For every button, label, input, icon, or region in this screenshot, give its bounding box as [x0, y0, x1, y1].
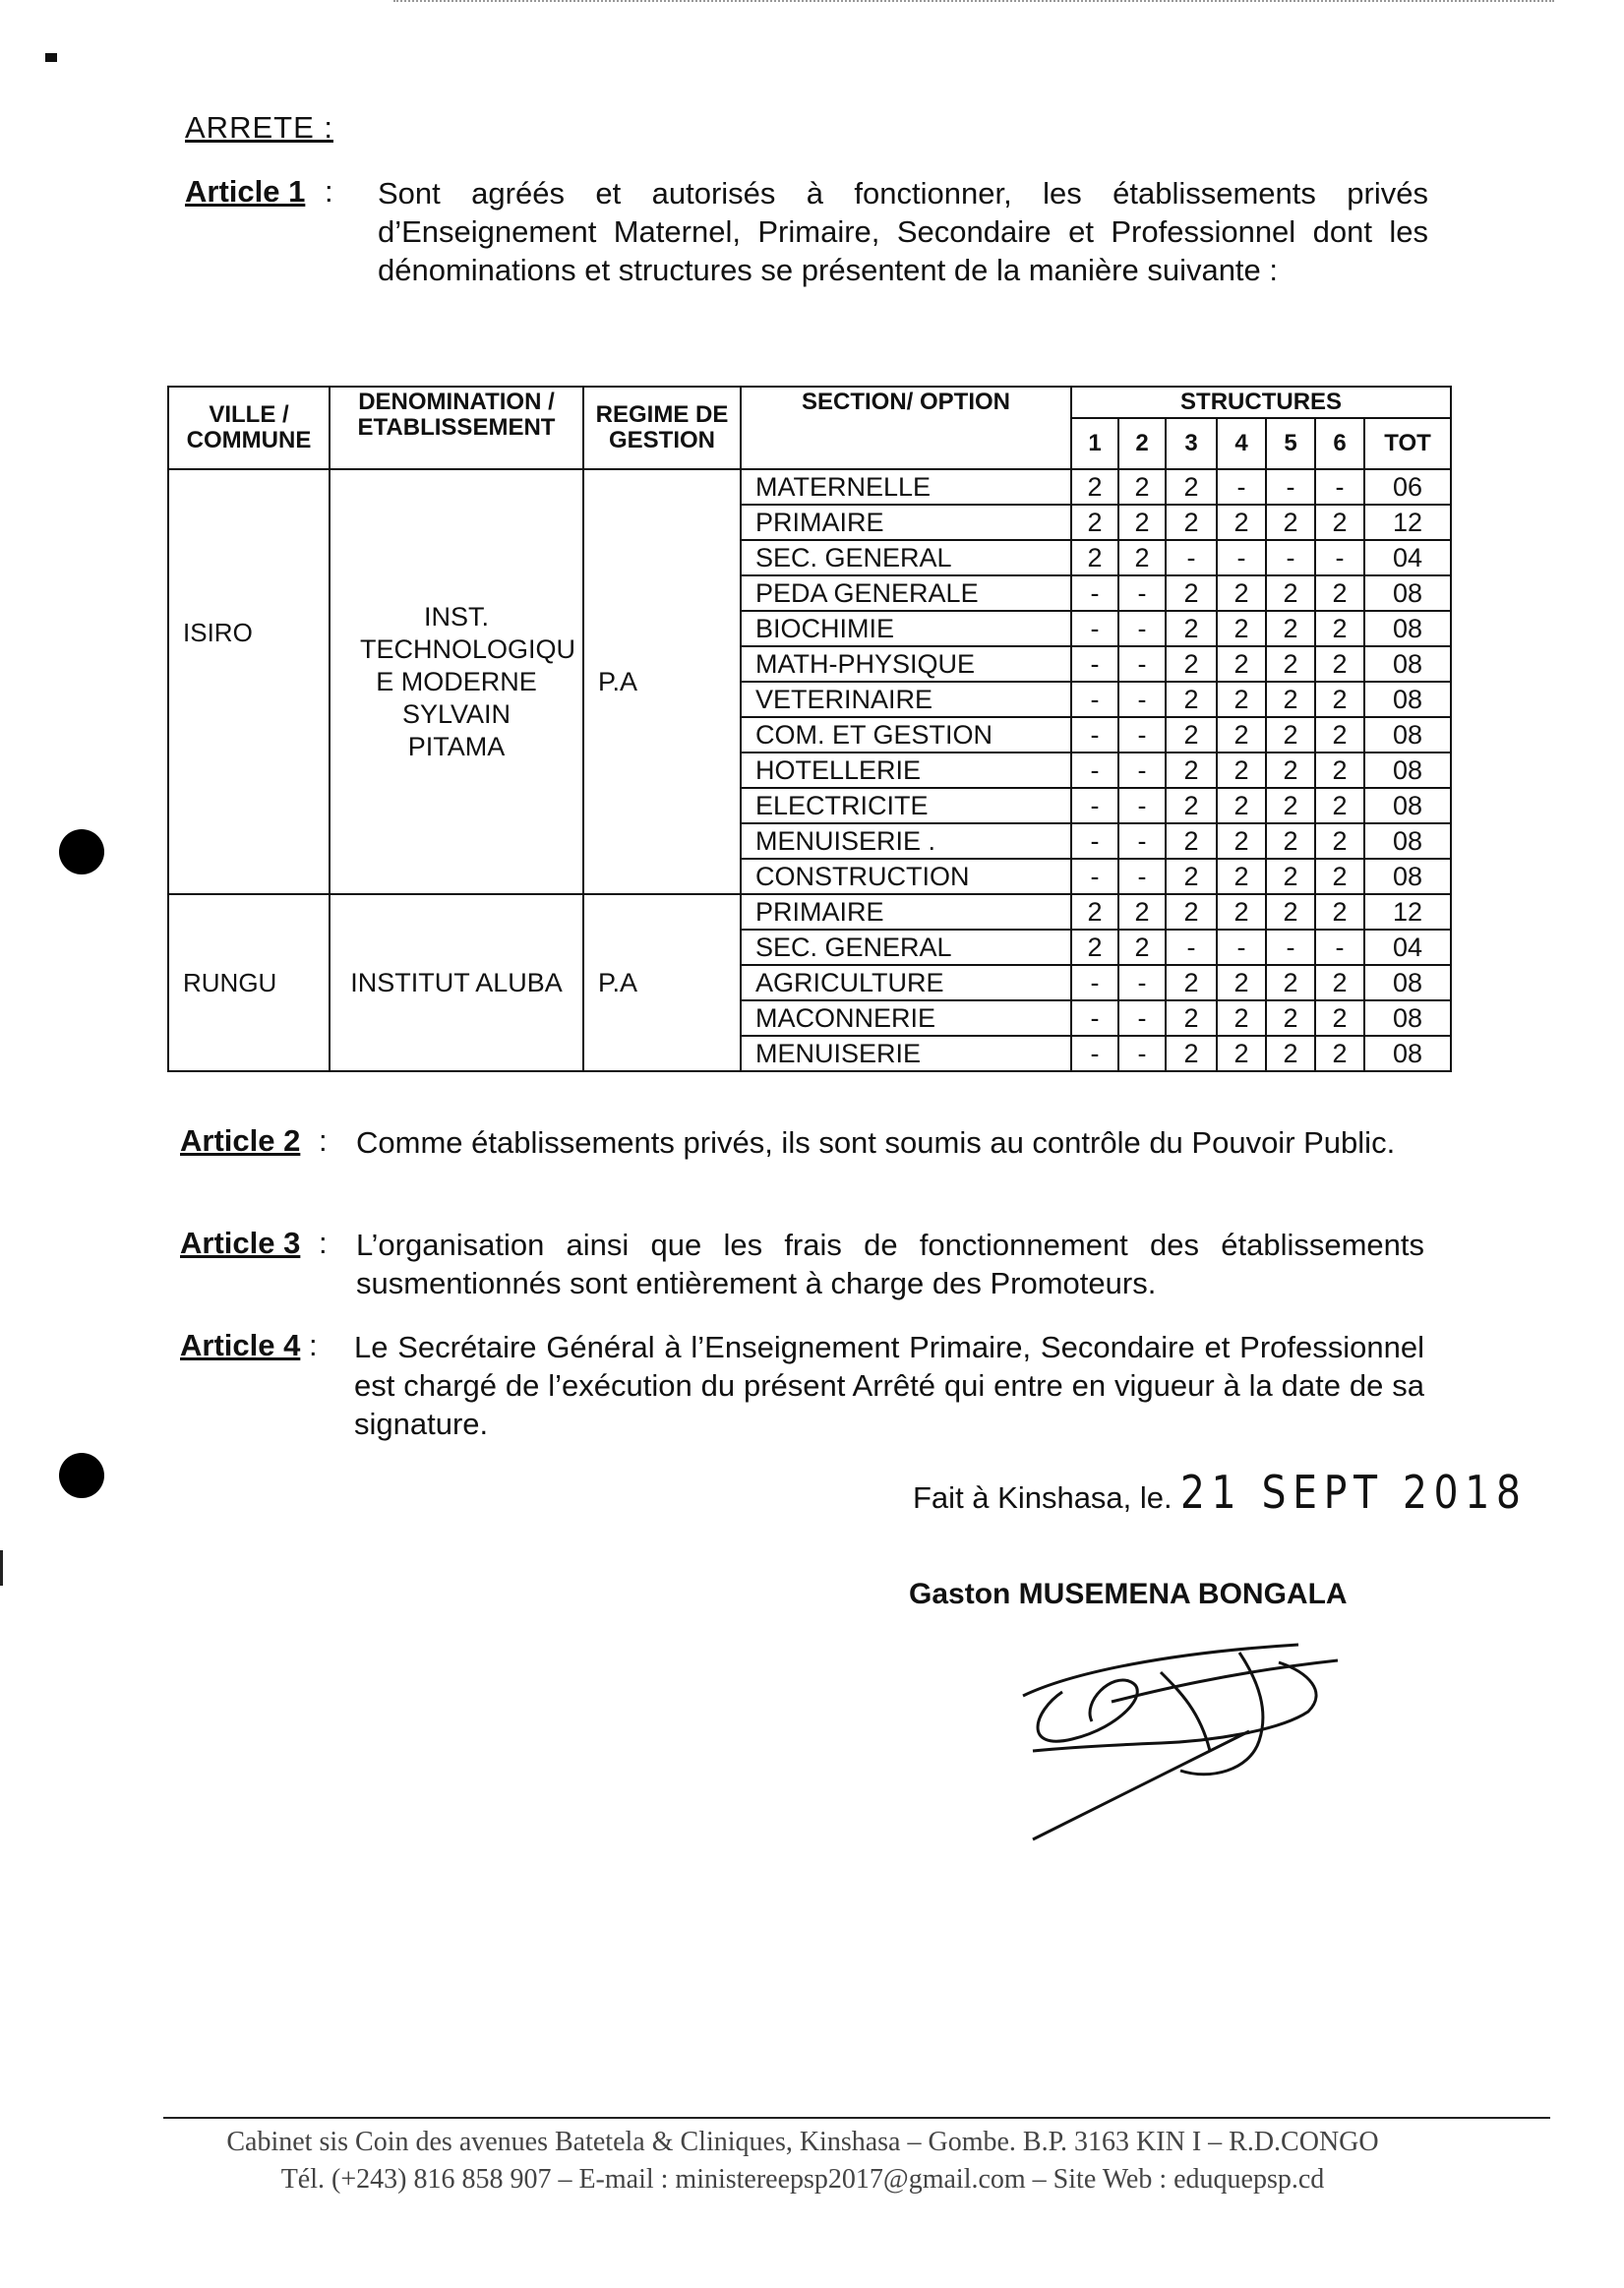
cell-structure-3: 2: [1166, 611, 1217, 646]
place-prefix: Fait à Kinshasa, le.: [913, 1480, 1173, 1515]
footer-rule: [163, 2117, 1550, 2119]
scan-mark-left: [0, 1550, 3, 1586]
header-section: SECTION/ OPTION: [741, 387, 1071, 469]
cell-structure-1: -: [1071, 682, 1118, 717]
cell-structure-2: -: [1118, 717, 1166, 753]
cell-section: BIOCHIMIE: [741, 611, 1071, 646]
article-1-label: Article 1: [185, 174, 306, 209]
cell-structure-3: 2: [1166, 753, 1217, 788]
cell-structure-6: 2: [1315, 505, 1364, 540]
cell-structure-4: -: [1217, 469, 1266, 505]
cell-structure-1: -: [1071, 717, 1118, 753]
cell-structure-3: 2: [1166, 1036, 1217, 1071]
cell-structure-5: 2: [1266, 646, 1315, 682]
scan-top-edge: [393, 0, 1554, 6]
header-col-tot: TOT: [1364, 418, 1451, 469]
cell-structure-1: -: [1071, 965, 1118, 1000]
header-col-3: 3: [1166, 418, 1217, 469]
cell-denomination: INST. TECHNOLOGIQU E MODERNE SYLVAIN PITAMA: [330, 469, 583, 894]
cell-structure-4: 2: [1217, 1036, 1266, 1071]
cell-structure-3: 2: [1166, 859, 1217, 894]
cell-structure-3: 2: [1166, 1000, 1217, 1036]
cell-regime: P.A: [583, 469, 741, 894]
cell-structure-6: 2: [1315, 859, 1364, 894]
cell-structure-5: 2: [1266, 965, 1315, 1000]
cell-structure-5: 2: [1266, 894, 1315, 930]
cell-structure-6: 2: [1315, 753, 1364, 788]
cell-structure-4: 2: [1217, 823, 1266, 859]
cell-section: VETERINAIRE: [741, 682, 1071, 717]
cell-total: 08: [1364, 717, 1451, 753]
cell-total: 08: [1364, 611, 1451, 646]
cell-section: PRIMAIRE: [741, 894, 1071, 930]
header-denomination: DENOMINATION / ETABLISSEMENT: [330, 387, 583, 469]
cell-structure-6: 2: [1315, 894, 1364, 930]
cell-structure-6: 2: [1315, 646, 1364, 682]
cell-structure-3: 2: [1166, 823, 1217, 859]
cell-section: MATH-PHYSIQUE: [741, 646, 1071, 682]
cell-structure-3: 2: [1166, 788, 1217, 823]
cell-denomination: INSTITUT ALUBA: [330, 894, 583, 1071]
cell-structure-5: 2: [1266, 1000, 1315, 1036]
cell-total: 12: [1364, 505, 1451, 540]
cell-structure-2: -: [1118, 753, 1166, 788]
cell-structure-1: 2: [1071, 505, 1118, 540]
cell-section: COM. ET GESTION: [741, 717, 1071, 753]
cell-structure-3: 2: [1166, 505, 1217, 540]
cell-section: MATERNELLE: [741, 469, 1071, 505]
cell-structure-3: 2: [1166, 646, 1217, 682]
scan-mark: [45, 53, 57, 62]
article-1-text: Sont agréés et autorisés à fonctionner, les établissements privés d’Enseignement Maternel, Primaire, Secondaire et Professionnel dont les dénominations et structures se présentent de la manière suivante :: [378, 176, 1428, 287]
cell-section: SEC. GENERAL: [741, 540, 1071, 575]
cell-section: MENUISERIE: [741, 1036, 1071, 1071]
cell-section: SEC. GENERAL: [741, 930, 1071, 965]
cell-structure-6: 2: [1315, 682, 1364, 717]
cell-structure-6: 2: [1315, 823, 1364, 859]
cell-structure-5: 2: [1266, 611, 1315, 646]
cell-structure-1: -: [1071, 646, 1118, 682]
cell-structure-6: -: [1315, 540, 1364, 575]
cell-structure-2: -: [1118, 646, 1166, 682]
footer-contact: Tél. (+243) 816 858 907 – E-mail : ministereepsp2017@gmail.com – Site Web : eduquepsp.cd: [280, 2164, 1325, 2195]
cell-structure-2: 2: [1118, 894, 1166, 930]
cell-section: PRIMAIRE: [741, 505, 1071, 540]
cell-total: 04: [1364, 930, 1451, 965]
cell-structure-5: 2: [1266, 717, 1315, 753]
cell-structure-5: 2: [1266, 753, 1315, 788]
cell-total: 08: [1364, 859, 1451, 894]
cell-structure-2: -: [1118, 611, 1166, 646]
cell-section: HOTELLERIE: [741, 753, 1071, 788]
cell-section: MACONNERIE: [741, 1000, 1071, 1036]
cell-total: 08: [1364, 1036, 1451, 1071]
cell-structure-4: 2: [1217, 505, 1266, 540]
cell-structure-2: -: [1118, 823, 1166, 859]
cell-structure-2: -: [1118, 1000, 1166, 1036]
cell-structure-2: 2: [1118, 540, 1166, 575]
cell-structure-4: -: [1217, 540, 1266, 575]
cell-structure-4: 2: [1217, 575, 1266, 611]
header-col-1: 1: [1071, 418, 1118, 469]
cell-structure-6: 2: [1315, 575, 1364, 611]
signatory-name: Gaston MUSEMENA BONGALA: [909, 1578, 1348, 1610]
cell-structure-2: -: [1118, 788, 1166, 823]
cell-section: AGRICULTURE: [741, 965, 1071, 1000]
article-1-colon: :: [325, 174, 333, 209]
cell-structure-5: 2: [1266, 823, 1315, 859]
cell-structure-2: -: [1118, 575, 1166, 611]
cell-structure-5: 2: [1266, 682, 1315, 717]
article-2-label: Article 2: [180, 1123, 301, 1158]
article-4-label: Article 4: [180, 1328, 301, 1362]
cell-total: 08: [1364, 788, 1451, 823]
cell-structure-2: -: [1118, 682, 1166, 717]
cell-structure-3: -: [1166, 540, 1217, 575]
punch-hole-bottom: [59, 1453, 104, 1498]
cell-structure-1: -: [1071, 788, 1118, 823]
cell-regime: P.A: [583, 894, 741, 1071]
page-title: ARRETE :: [185, 110, 333, 145]
cell-structure-4: 2: [1217, 717, 1266, 753]
cell-structure-5: -: [1266, 930, 1315, 965]
cell-structure-6: 2: [1315, 717, 1364, 753]
cell-structure-4: 2: [1217, 859, 1266, 894]
article-3-text: L’organisation ainsi que les frais de fonctionnement des établissements susmentionnés sont entièrement à charge des Promoteurs.: [356, 1228, 1424, 1300]
cell-structure-5: 2: [1266, 788, 1315, 823]
cell-total: 08: [1364, 1000, 1451, 1036]
header-regime: REGIME DE GESTION: [583, 387, 741, 469]
cell-structure-6: 2: [1315, 1000, 1364, 1036]
cell-structure-4: 2: [1217, 788, 1266, 823]
cell-section: ELECTRICITE: [741, 788, 1071, 823]
cell-structure-3: -: [1166, 930, 1217, 965]
table-row: [168, 469, 1451, 505]
cell-structure-3: 2: [1166, 469, 1217, 505]
cell-total: 08: [1364, 682, 1451, 717]
cell-structure-5: -: [1266, 469, 1315, 505]
cell-structure-5: 2: [1266, 1036, 1315, 1071]
cell-structure-2: -: [1118, 1036, 1166, 1071]
article-3-label: Article 3: [180, 1226, 301, 1260]
article-2-colon: :: [319, 1123, 328, 1158]
cell-structure-1: -: [1071, 823, 1118, 859]
cell-structure-6: -: [1315, 469, 1364, 505]
cell-structure-4: 2: [1217, 646, 1266, 682]
cell-total: 04: [1364, 540, 1451, 575]
cell-structure-6: 2: [1315, 788, 1364, 823]
cell-structure-6: 2: [1315, 1036, 1364, 1071]
cell-total: 08: [1364, 823, 1451, 859]
cell-structure-5: -: [1266, 540, 1315, 575]
cell-structure-3: 2: [1166, 575, 1217, 611]
punch-hole-top: [59, 829, 104, 874]
cell-structure-3: 2: [1166, 894, 1217, 930]
cell-structure-1: -: [1071, 575, 1118, 611]
header-col-5: 5: [1266, 418, 1315, 469]
cell-total: 06: [1364, 469, 1451, 505]
cell-structure-5: 2: [1266, 505, 1315, 540]
cell-structure-1: -: [1071, 1036, 1118, 1071]
header-ville: VILLE / COMMUNE: [168, 387, 330, 469]
cell-structure-3: 2: [1166, 682, 1217, 717]
header-col-2: 2: [1118, 418, 1166, 469]
article-3-colon: :: [319, 1226, 328, 1260]
footer-address: Cabinet sis Coin des avenues Batetela & Cliniques, Kinshasa – Gombe. B.P. 3163 KIN I – R.D.CONGO: [226, 2127, 1379, 2157]
cell-total: 12: [1364, 894, 1451, 930]
cell-structure-4: -: [1217, 930, 1266, 965]
cell-structure-6: -: [1315, 930, 1364, 965]
cell-total: 08: [1364, 965, 1451, 1000]
place-date-line: [913, 1466, 1589, 1519]
cell-structure-2: -: [1118, 965, 1166, 1000]
cell-structure-1: 2: [1071, 540, 1118, 575]
cell-structure-1: -: [1071, 611, 1118, 646]
cell-structure-1: -: [1071, 859, 1118, 894]
cell-structure-6: 2: [1315, 611, 1364, 646]
cell-section: PEDA GENERALE: [741, 575, 1071, 611]
cell-structure-2: 2: [1118, 930, 1166, 965]
cell-structure-4: 2: [1217, 1000, 1266, 1036]
handwritten-date: 21 SEPT 2018: [1180, 1466, 1528, 1519]
article-2-text: Comme établissements privés, ils sont soumis au contrôle du Pouvoir Public.: [356, 1125, 1396, 1160]
cell-section: CONSTRUCTION: [741, 859, 1071, 894]
cell-structure-4: 2: [1217, 894, 1266, 930]
cell-structure-6: 2: [1315, 965, 1364, 1000]
cell-structure-1: -: [1071, 1000, 1118, 1036]
cell-structure-3: 2: [1166, 965, 1217, 1000]
cell-structure-2: -: [1118, 859, 1166, 894]
structures-table: [167, 386, 1452, 1072]
cell-structure-4: 2: [1217, 965, 1266, 1000]
table-row: [168, 894, 1451, 930]
header-col-6: 6: [1315, 418, 1364, 469]
cell-structure-5: 2: [1266, 575, 1315, 611]
cell-total: 08: [1364, 575, 1451, 611]
cell-structure-4: 2: [1217, 753, 1266, 788]
cell-structure-4: 2: [1217, 611, 1266, 646]
cell-ville: ISIRO: [168, 469, 330, 894]
handwritten-signature: [1013, 1633, 1367, 1849]
cell-ville: RUNGU: [168, 894, 330, 1071]
article-4-colon: :: [309, 1328, 318, 1362]
cell-total: 08: [1364, 753, 1451, 788]
cell-structure-5: 2: [1266, 859, 1315, 894]
cell-structure-1: 2: [1071, 469, 1118, 505]
cell-structure-1: 2: [1071, 894, 1118, 930]
cell-structure-3: 2: [1166, 717, 1217, 753]
article-4-text: Le Secrétaire Général à l’Enseignement Primaire, Secondaire et Professionnel est chargé de l’exécution du présent Arrêté qui entre en vigueur à la date de sa signature.: [354, 1330, 1424, 1441]
cell-structure-1: -: [1071, 753, 1118, 788]
cell-structure-2: 2: [1118, 469, 1166, 505]
cell-structure-4: 2: [1217, 682, 1266, 717]
cell-structure-1: 2: [1071, 930, 1118, 965]
header-structures: STRUCTURES: [1071, 387, 1451, 418]
header-col-4: 4: [1217, 418, 1266, 469]
cell-total: 08: [1364, 646, 1451, 682]
cell-structure-2: 2: [1118, 505, 1166, 540]
cell-section: MENUISERIE .: [741, 823, 1071, 859]
